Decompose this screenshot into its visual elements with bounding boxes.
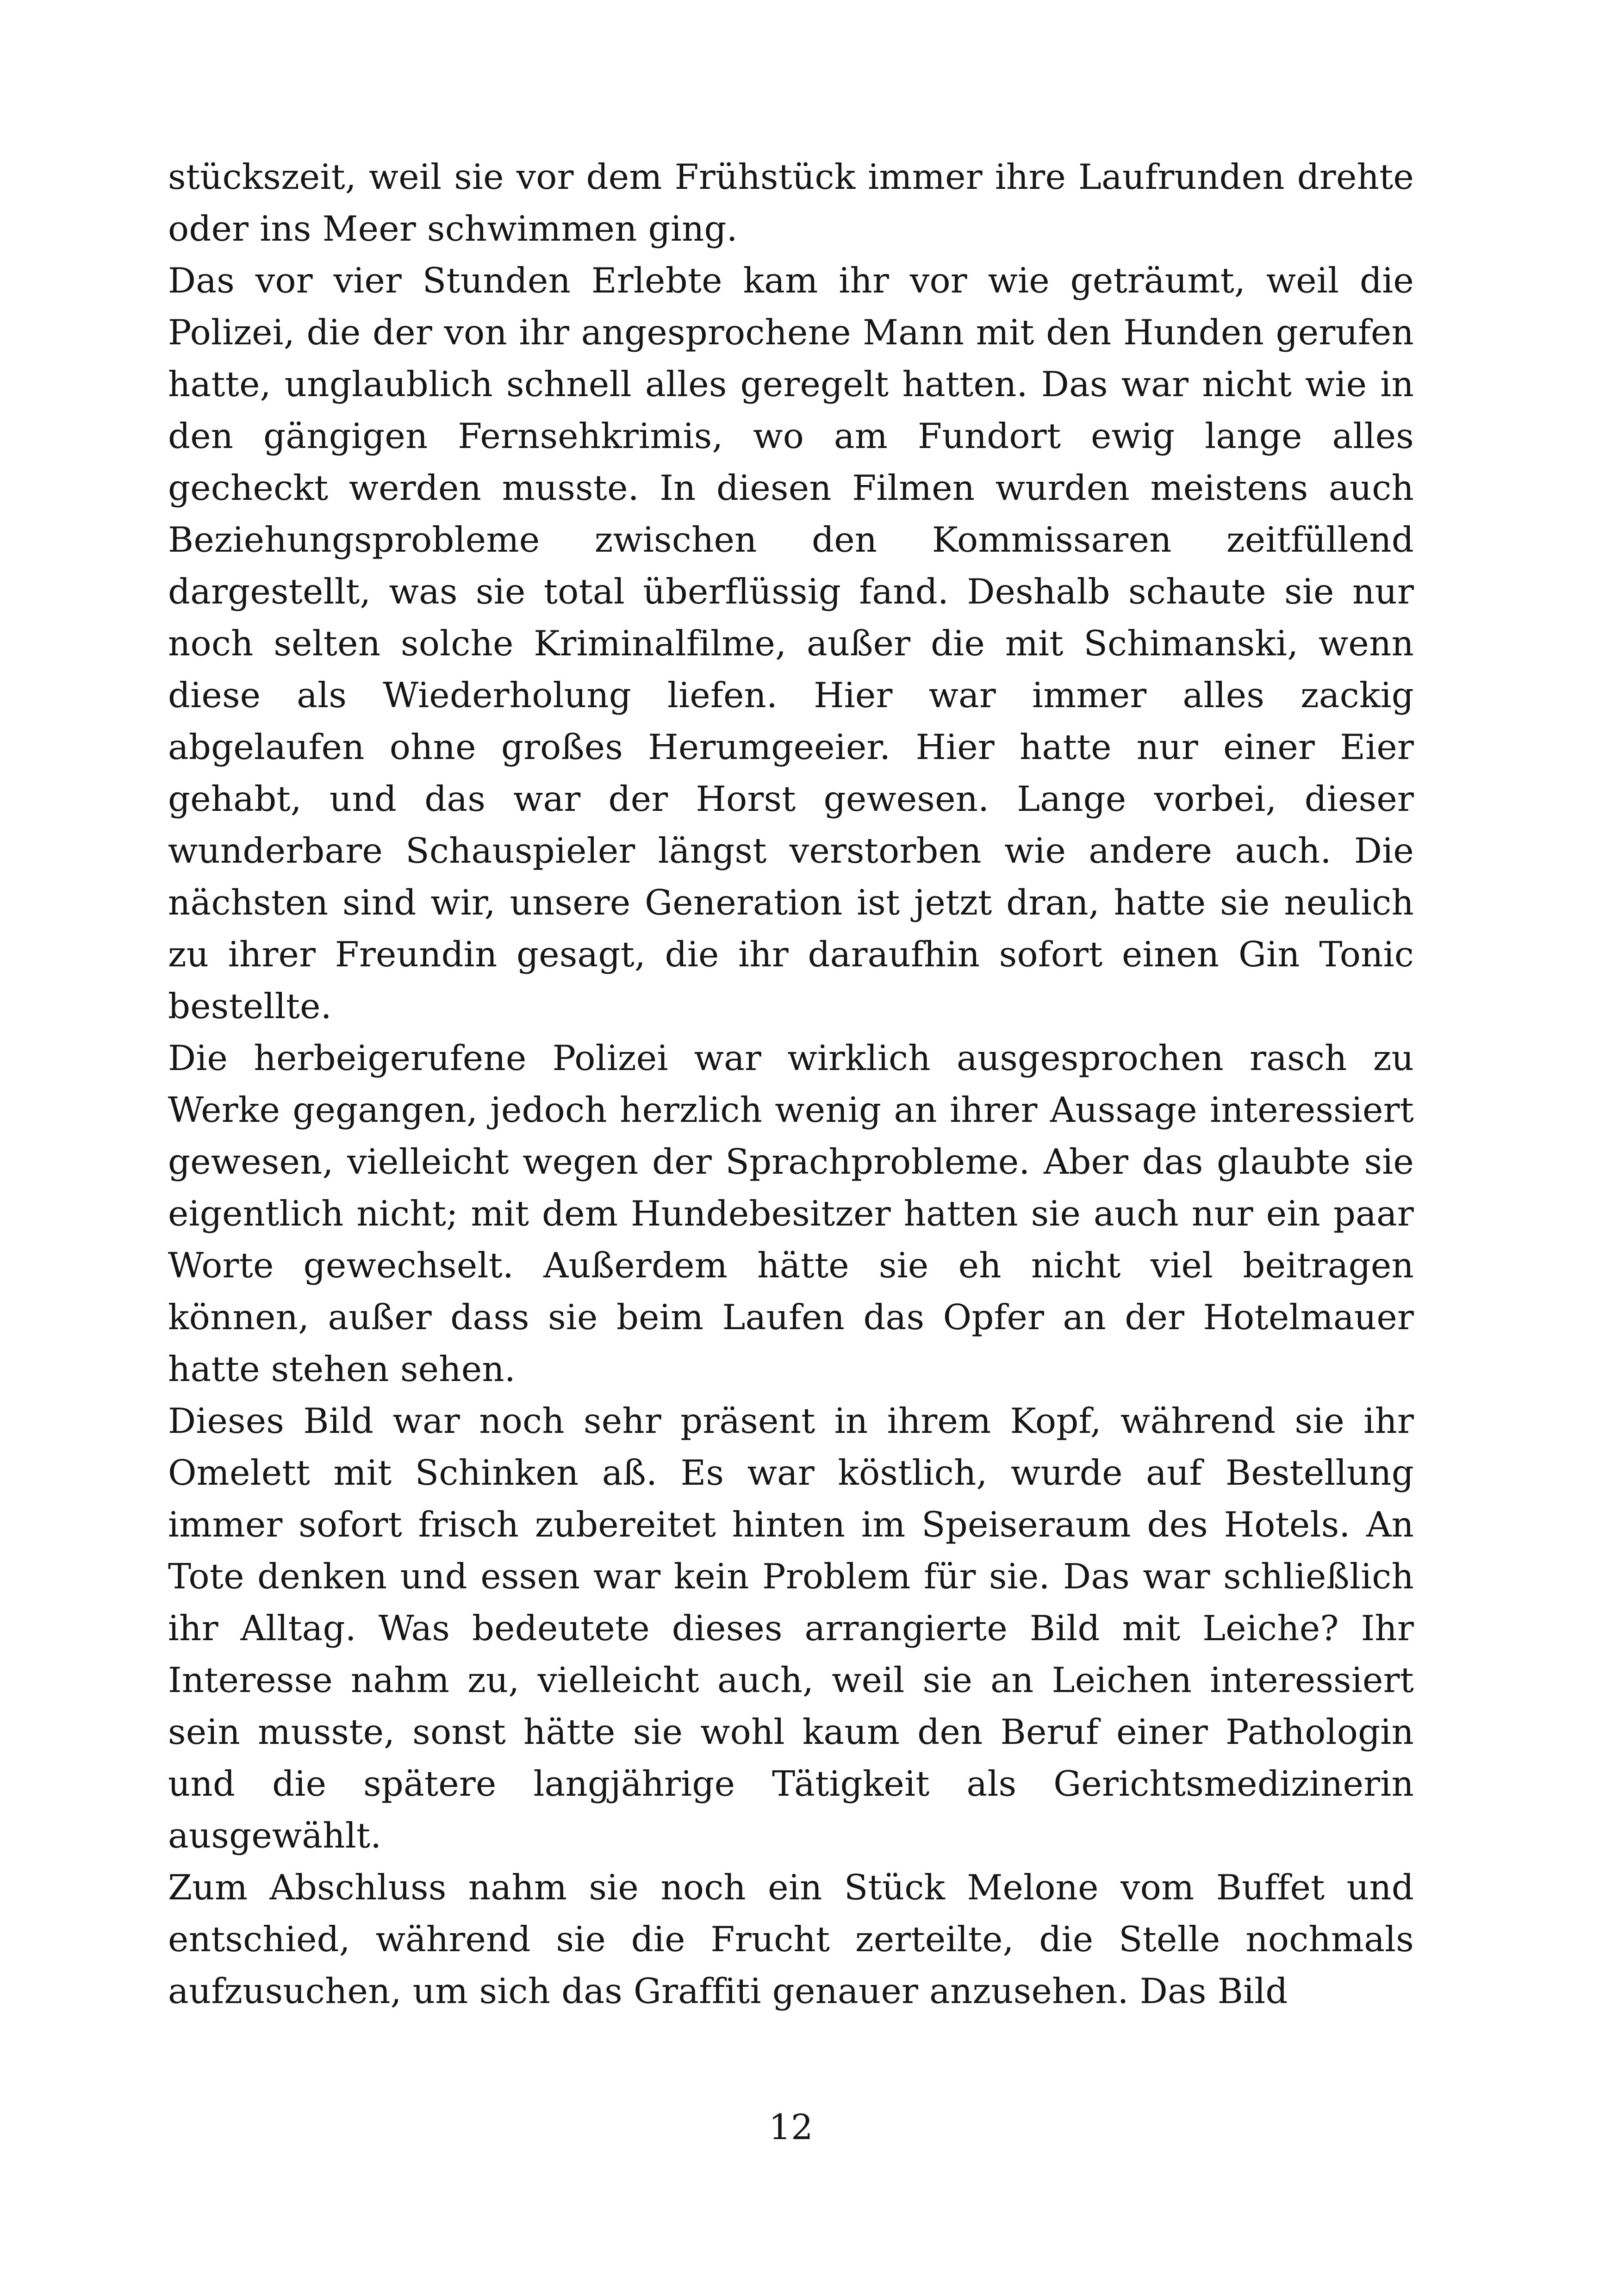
paragraph: Dieses Bild war noch sehr präsent in ihrem Kopf, während sie ihr Omelett mit Schinken aß. Es war köstlich, wurde auf Bestellung immer sofort frisch zubereitet hinten im Speiseraum des Hotels. An Tote denken und essen war kein Problem für sie. Das war schließlich ihr Alltag. Was bedeutete dieses arrangierte Bild mit Leiche? Ihr Interesse nahm zu, vielleicht auch, weil sie an Leichen interessiert sein musste, sonst hätte sie wohl kaum den Beruf einer Pathologin und die spätere langjährige Tätigkeit als Gerichtsmedizinerin ausgewählt. [168, 1400, 1414, 1856]
page-number: 12 [769, 2107, 813, 2147]
body-text [168, 151, 1414, 2017]
paragraph: Zum Abschluss nahm sie noch ein Stück Melone vom Buffet und entschied, während sie die Frucht zerteilte, die Stelle nochmals aufzusuchen, um sich das Graffiti genauer anzusehen. Das Bild [168, 1867, 1414, 2011]
paragraph: stückszeit, weil sie vor dem Frühstück immer ihre Laufrunden drehte oder ins Meer schwimmen ging. [168, 156, 1414, 249]
paragraph: Das vor vier Stunden Erlebte kam ihr vor wie geträumt, weil die Polizei, die der von ihr angesprochene Mann mit den Hunden gerufen hatte, unglaublich schnell alles geregelt hatten. Das war nicht wie in den gängigen Fernsehkrimis, wo am Fundort ewig lange alles gecheckt werden musste. In diesen Filmen wurden meistens auch Beziehungsprobleme zwischen den Kommissaren zeitfüllend dargestellt, was sie total überflüssig fand. Deshalb schaute sie nur noch selten solche Kriminalfilme, außer die mit Schimanski, wenn diese als Wiederholung liefen. Hier war immer alles zackig abgelaufen ohne großes Herumgeeier. Hier hatte nur einer Eier gehabt, und das war der Horst gewesen. Lange vorbei, dieser wunderbare Schauspieler längst verstorben wie andere auch. Die nächsten sind wir, unsere Generation ist jetzt dran, hatte sie neulich zu ihrer Freundin gesagt, die ihr daraufhin sofort einen Gin Tonic bestellte. [168, 260, 1414, 1027]
paragraph: Die herbeigerufene Polizei war wirklich ausgesprochen rasch zu Werke gegangen, jedoch herzlich wenig an ihrer Aussage interessiert gewesen, vielleicht wegen der Sprachprobleme. Aber das glaubte sie eigentlich nicht; mit dem Hundebesitzer hatten sie auch nur ein paar Worte gewechselt. Außerdem hätte sie eh nicht viel beitragen können, außer dass sie beim Laufen das Opfer an der Hotelmauer hatte stehen sehen. [168, 1038, 1414, 1389]
